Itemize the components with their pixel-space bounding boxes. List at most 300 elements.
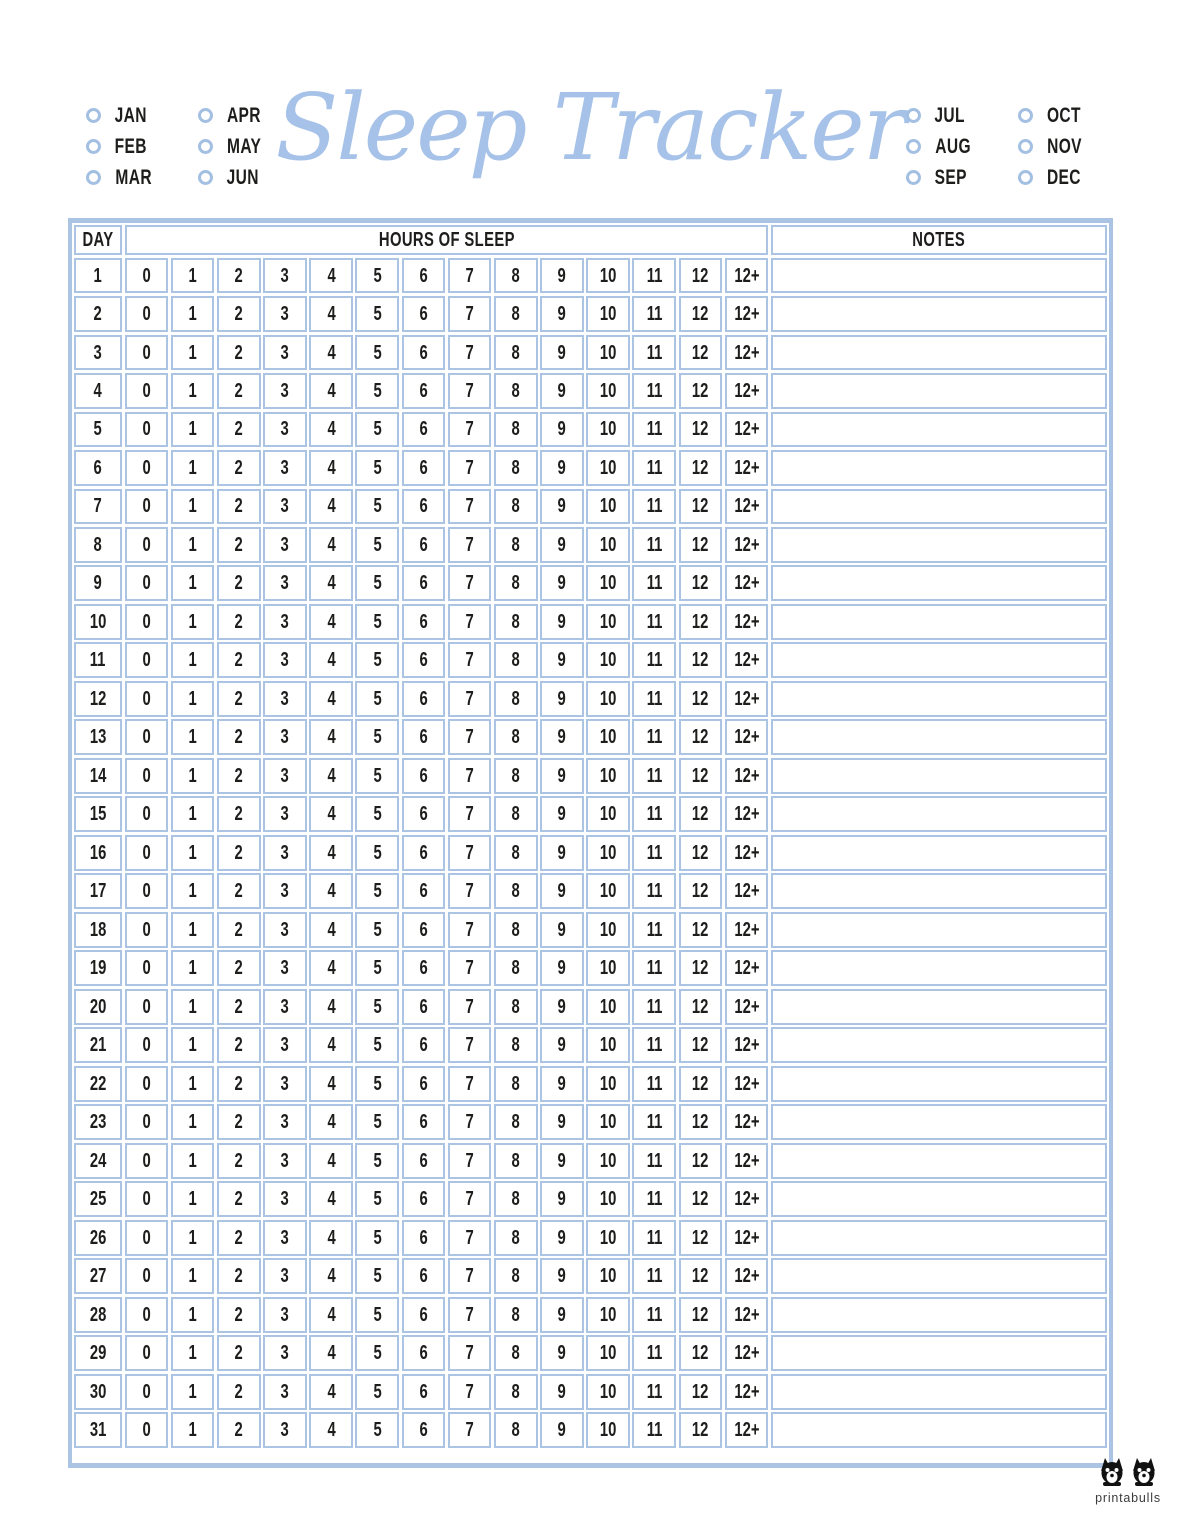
hour-option-cell[interactable]: 7 <box>448 489 492 525</box>
hour-option-cell[interactable]: 12 <box>679 912 723 948</box>
hour-option-cell[interactable]: 6 <box>402 642 446 678</box>
hour-option-cell[interactable]: 12+ <box>725 796 769 832</box>
hour-option-cell[interactable]: 12 <box>679 1335 723 1371</box>
hour-option-cell[interactable]: 10 <box>586 1374 630 1410</box>
hour-option-cell[interactable]: 3 <box>263 1143 307 1179</box>
hour-option-cell[interactable]: 10 <box>586 1066 630 1102</box>
hour-option-cell[interactable]: 8 <box>494 412 538 448</box>
hour-option-cell[interactable]: 4 <box>309 373 353 409</box>
hour-option-cell[interactable]: 7 <box>448 989 492 1025</box>
hour-option-cell[interactable]: 11 <box>632 758 676 794</box>
hour-option-cell[interactable]: 10 <box>586 1335 630 1371</box>
hour-option-cell[interactable]: 9 <box>540 681 584 717</box>
hour-option-cell[interactable]: 5 <box>355 604 399 640</box>
hour-option-cell[interactable]: 12+ <box>725 1104 769 1140</box>
hour-option-cell[interactable]: 12 <box>679 796 723 832</box>
notes-entry-cell[interactable] <box>771 1027 1107 1063</box>
hour-option-cell[interactable]: 12+ <box>725 1374 769 1410</box>
hour-option-cell[interactable]: 6 <box>402 1143 446 1179</box>
hour-option-cell[interactable]: 9 <box>540 1374 584 1410</box>
hour-option-cell[interactable]: 1 <box>171 1066 215 1102</box>
hour-option-cell[interactable]: 8 <box>494 1374 538 1410</box>
hour-option-cell[interactable]: 4 <box>309 1412 353 1448</box>
hour-option-cell[interactable]: 10 <box>586 1027 630 1063</box>
hour-option-cell[interactable]: 6 <box>402 1374 446 1410</box>
hour-option-cell[interactable]: 2 <box>217 1297 261 1333</box>
hour-option-cell[interactable]: 10 <box>586 373 630 409</box>
hour-option-cell[interactable]: 8 <box>494 950 538 986</box>
hour-option-cell[interactable]: 12 <box>679 450 723 486</box>
notes-entry-cell[interactable] <box>771 296 1107 332</box>
hour-option-cell[interactable]: 3 <box>263 296 307 332</box>
hour-option-cell[interactable]: 10 <box>586 912 630 948</box>
hour-option-cell[interactable]: 12 <box>679 258 723 294</box>
hour-option-cell[interactable]: 8 <box>494 335 538 371</box>
hour-option-cell[interactable]: 1 <box>171 258 215 294</box>
hour-option-cell[interactable]: 12 <box>679 1181 723 1217</box>
hour-option-cell[interactable]: 10 <box>586 758 630 794</box>
hour-option-cell[interactable]: 4 <box>309 1374 353 1410</box>
checkbox-circle-icon[interactable] <box>1018 139 1033 154</box>
hour-option-cell[interactable]: 6 <box>402 1027 446 1063</box>
hour-option-cell[interactable]: 11 <box>632 527 676 563</box>
hour-option-cell[interactable]: 5 <box>355 681 399 717</box>
checkbox-circle-icon[interactable] <box>198 139 213 154</box>
hour-option-cell[interactable]: 12 <box>679 1297 723 1333</box>
notes-entry-cell[interactable] <box>771 1412 1107 1448</box>
hour-option-cell[interactable]: 0 <box>125 1220 169 1256</box>
hour-option-cell[interactable]: 3 <box>263 1066 307 1102</box>
hour-option-cell[interactable]: 0 <box>125 412 169 448</box>
hour-option-cell[interactable]: 4 <box>309 604 353 640</box>
hour-option-cell[interactable]: 4 <box>309 950 353 986</box>
hour-option-cell[interactable]: 8 <box>494 796 538 832</box>
hour-option-cell[interactable]: 7 <box>448 565 492 601</box>
hour-option-cell[interactable]: 2 <box>217 335 261 371</box>
hour-option-cell[interactable]: 4 <box>309 1220 353 1256</box>
hour-option-cell[interactable]: 0 <box>125 719 169 755</box>
checkbox-circle-icon[interactable] <box>1018 108 1033 123</box>
hour-option-cell[interactable]: 0 <box>125 796 169 832</box>
hour-option-cell[interactable]: 5 <box>355 989 399 1025</box>
hour-option-cell[interactable]: 12 <box>679 719 723 755</box>
hour-option-cell[interactable]: 2 <box>217 450 261 486</box>
hour-option-cell[interactable]: 4 <box>309 642 353 678</box>
hour-option-cell[interactable]: 1 <box>171 1027 215 1063</box>
hour-option-cell[interactable]: 4 <box>309 835 353 871</box>
hour-option-cell[interactable]: 3 <box>263 1335 307 1371</box>
hour-option-cell[interactable]: 6 <box>402 681 446 717</box>
hour-option-cell[interactable]: 12 <box>679 1143 723 1179</box>
hour-option-cell[interactable]: 3 <box>263 565 307 601</box>
hour-option-cell[interactable]: 1 <box>171 450 215 486</box>
notes-entry-cell[interactable] <box>771 565 1107 601</box>
hour-option-cell[interactable]: 0 <box>125 873 169 909</box>
hour-option-cell[interactable]: 8 <box>494 1104 538 1140</box>
hour-option-cell[interactable]: 11 <box>632 1066 676 1102</box>
hour-option-cell[interactable]: 8 <box>494 527 538 563</box>
hour-option-cell[interactable]: 4 <box>309 1143 353 1179</box>
hour-option-cell[interactable]: 1 <box>171 1258 215 1294</box>
hour-option-cell[interactable]: 0 <box>125 296 169 332</box>
notes-entry-cell[interactable] <box>771 1258 1107 1294</box>
hour-option-cell[interactable]: 3 <box>263 1220 307 1256</box>
hour-option-cell[interactable]: 12+ <box>725 950 769 986</box>
hour-option-cell[interactable]: 9 <box>540 527 584 563</box>
hour-option-cell[interactable]: 10 <box>586 1104 630 1140</box>
hour-option-cell[interactable]: 5 <box>355 1374 399 1410</box>
hour-option-cell[interactable]: 2 <box>217 373 261 409</box>
hour-option-cell[interactable]: 5 <box>355 1027 399 1063</box>
hour-option-cell[interactable]: 6 <box>402 335 446 371</box>
hour-option-cell[interactable]: 6 <box>402 912 446 948</box>
hour-option-cell[interactable]: 6 <box>402 796 446 832</box>
hour-option-cell[interactable]: 0 <box>125 335 169 371</box>
hour-option-cell[interactable]: 5 <box>355 335 399 371</box>
hour-option-cell[interactable]: 9 <box>540 873 584 909</box>
hour-option-cell[interactable]: 6 <box>402 1335 446 1371</box>
hour-option-cell[interactable]: 8 <box>494 989 538 1025</box>
notes-entry-cell[interactable] <box>771 681 1107 717</box>
hour-option-cell[interactable]: 9 <box>540 450 584 486</box>
hour-option-cell[interactable]: 8 <box>494 1412 538 1448</box>
hour-option-cell[interactable]: 10 <box>586 796 630 832</box>
hour-option-cell[interactable]: 7 <box>448 873 492 909</box>
hour-option-cell[interactable]: 3 <box>263 681 307 717</box>
hour-option-cell[interactable]: 8 <box>494 873 538 909</box>
hour-option-cell[interactable]: 11 <box>632 950 676 986</box>
hour-option-cell[interactable]: 8 <box>494 296 538 332</box>
hour-option-cell[interactable]: 2 <box>217 1412 261 1448</box>
hour-option-cell[interactable]: 3 <box>263 412 307 448</box>
hour-option-cell[interactable]: 7 <box>448 258 492 294</box>
hour-option-cell[interactable]: 4 <box>309 1297 353 1333</box>
hour-option-cell[interactable]: 6 <box>402 1258 446 1294</box>
notes-entry-cell[interactable] <box>771 1104 1107 1140</box>
hour-option-cell[interactable]: 12 <box>679 373 723 409</box>
hour-option-cell[interactable]: 9 <box>540 758 584 794</box>
hour-option-cell[interactable]: 4 <box>309 1066 353 1102</box>
hour-option-cell[interactable]: 12 <box>679 604 723 640</box>
hour-option-cell[interactable]: 9 <box>540 989 584 1025</box>
hour-option-cell[interactable]: 10 <box>586 335 630 371</box>
hour-option-cell[interactable]: 11 <box>632 1220 676 1256</box>
hour-option-cell[interactable]: 11 <box>632 681 676 717</box>
hour-option-cell[interactable]: 5 <box>355 1258 399 1294</box>
hour-option-cell[interactable]: 11 <box>632 335 676 371</box>
hour-option-cell[interactable]: 7 <box>448 373 492 409</box>
hour-option-cell[interactable]: 10 <box>586 1412 630 1448</box>
hour-option-cell[interactable]: 11 <box>632 912 676 948</box>
hour-option-cell[interactable]: 10 <box>586 1220 630 1256</box>
hour-option-cell[interactable]: 0 <box>125 258 169 294</box>
hour-option-cell[interactable]: 12 <box>679 296 723 332</box>
hour-option-cell[interactable]: 0 <box>125 489 169 525</box>
hour-option-cell[interactable]: 2 <box>217 1104 261 1140</box>
hour-option-cell[interactable]: 2 <box>217 719 261 755</box>
hour-option-cell[interactable]: 7 <box>448 1181 492 1217</box>
hour-option-cell[interactable]: 7 <box>448 1143 492 1179</box>
notes-entry-cell[interactable] <box>771 719 1107 755</box>
hour-option-cell[interactable]: 2 <box>217 1181 261 1217</box>
hour-option-cell[interactable]: 2 <box>217 1027 261 1063</box>
hour-option-cell[interactable]: 11 <box>632 604 676 640</box>
notes-entry-cell[interactable] <box>771 1143 1107 1179</box>
checkbox-circle-icon[interactable] <box>198 108 213 123</box>
hour-option-cell[interactable]: 5 <box>355 527 399 563</box>
hour-option-cell[interactable]: 4 <box>309 1027 353 1063</box>
hour-option-cell[interactable]: 7 <box>448 950 492 986</box>
notes-entry-cell[interactable] <box>771 604 1107 640</box>
hour-option-cell[interactable]: 1 <box>171 1297 215 1333</box>
hour-option-cell[interactable]: 2 <box>217 835 261 871</box>
hour-option-cell[interactable]: 1 <box>171 604 215 640</box>
hour-option-cell[interactable]: 12 <box>679 1066 723 1102</box>
hour-option-cell[interactable]: 12+ <box>725 1143 769 1179</box>
hour-option-cell[interactable]: 10 <box>586 642 630 678</box>
hour-option-cell[interactable]: 12+ <box>725 258 769 294</box>
hour-option-cell[interactable]: 4 <box>309 1258 353 1294</box>
hour-option-cell[interactable]: 12+ <box>725 719 769 755</box>
hour-option-cell[interactable]: 0 <box>125 642 169 678</box>
hour-option-cell[interactable]: 11 <box>632 258 676 294</box>
hour-option-cell[interactable]: 3 <box>263 527 307 563</box>
hour-option-cell[interactable]: 5 <box>355 1412 399 1448</box>
hour-option-cell[interactable]: 1 <box>171 642 215 678</box>
hour-option-cell[interactable]: 5 <box>355 873 399 909</box>
hour-option-cell[interactable]: 10 <box>586 1143 630 1179</box>
hour-option-cell[interactable]: 3 <box>263 835 307 871</box>
hour-option-cell[interactable]: 2 <box>217 565 261 601</box>
hour-option-cell[interactable]: 9 <box>540 412 584 448</box>
hour-option-cell[interactable]: 7 <box>448 335 492 371</box>
hour-option-cell[interactable]: 8 <box>494 1066 538 1102</box>
hour-option-cell[interactable]: 11 <box>632 1374 676 1410</box>
hour-option-cell[interactable]: 7 <box>448 1027 492 1063</box>
hour-option-cell[interactable]: 12+ <box>725 912 769 948</box>
hour-option-cell[interactable]: 5 <box>355 412 399 448</box>
hour-option-cell[interactable]: 5 <box>355 642 399 678</box>
hour-option-cell[interactable]: 0 <box>125 1104 169 1140</box>
hour-option-cell[interactable]: 11 <box>632 296 676 332</box>
hour-option-cell[interactable]: 12+ <box>725 835 769 871</box>
hour-option-cell[interactable]: 3 <box>263 912 307 948</box>
hour-option-cell[interactable]: 4 <box>309 335 353 371</box>
notes-entry-cell[interactable] <box>771 335 1107 371</box>
checkbox-circle-icon[interactable] <box>906 108 921 123</box>
hour-option-cell[interactable]: 4 <box>309 719 353 755</box>
hour-option-cell[interactable]: 1 <box>171 1374 215 1410</box>
notes-entry-cell[interactable] <box>771 527 1107 563</box>
checkbox-circle-icon[interactable] <box>86 108 101 123</box>
hour-option-cell[interactable]: 6 <box>402 989 446 1025</box>
hour-option-cell[interactable]: 9 <box>540 489 584 525</box>
hour-option-cell[interactable]: 1 <box>171 1412 215 1448</box>
hour-option-cell[interactable]: 11 <box>632 1143 676 1179</box>
hour-option-cell[interactable]: 4 <box>309 565 353 601</box>
hour-option-cell[interactable]: 8 <box>494 1335 538 1371</box>
hour-option-cell[interactable]: 5 <box>355 758 399 794</box>
hour-option-cell[interactable]: 7 <box>448 681 492 717</box>
hour-option-cell[interactable]: 8 <box>494 450 538 486</box>
hour-option-cell[interactable]: 3 <box>263 450 307 486</box>
checkbox-circle-icon[interactable] <box>906 139 921 154</box>
hour-option-cell[interactable]: 4 <box>309 758 353 794</box>
hour-option-cell[interactable]: 12+ <box>725 1220 769 1256</box>
hour-option-cell[interactable]: 10 <box>586 989 630 1025</box>
hour-option-cell[interactable]: 10 <box>586 412 630 448</box>
hour-option-cell[interactable]: 7 <box>448 1374 492 1410</box>
hour-option-cell[interactable]: 6 <box>402 565 446 601</box>
hour-option-cell[interactable]: 5 <box>355 1220 399 1256</box>
month-option-jul[interactable] <box>906 104 1018 128</box>
hour-option-cell[interactable]: 3 <box>263 1412 307 1448</box>
hour-option-cell[interactable]: 1 <box>171 335 215 371</box>
hour-option-cell[interactable]: 12+ <box>725 450 769 486</box>
month-option-oct[interactable] <box>1018 104 1130 128</box>
hour-option-cell[interactable]: 4 <box>309 796 353 832</box>
hour-option-cell[interactable]: 6 <box>402 1412 446 1448</box>
hour-option-cell[interactable]: 12+ <box>725 1258 769 1294</box>
hour-option-cell[interactable]: 3 <box>263 373 307 409</box>
hour-option-cell[interactable]: 7 <box>448 1335 492 1371</box>
hour-option-cell[interactable]: 5 <box>355 258 399 294</box>
hour-option-cell[interactable]: 12 <box>679 835 723 871</box>
hour-option-cell[interactable]: 0 <box>125 835 169 871</box>
hour-option-cell[interactable]: 0 <box>125 758 169 794</box>
hour-option-cell[interactable]: 11 <box>632 450 676 486</box>
hour-option-cell[interactable]: 9 <box>540 565 584 601</box>
hour-option-cell[interactable]: 3 <box>263 489 307 525</box>
hour-option-cell[interactable]: 8 <box>494 642 538 678</box>
hour-option-cell[interactable]: 12+ <box>725 1412 769 1448</box>
hour-option-cell[interactable]: 9 <box>540 1066 584 1102</box>
hour-option-cell[interactable]: 1 <box>171 989 215 1025</box>
hour-option-cell[interactable]: 3 <box>263 1104 307 1140</box>
hour-option-cell[interactable]: 2 <box>217 912 261 948</box>
hour-option-cell[interactable]: 12 <box>679 873 723 909</box>
hour-option-cell[interactable]: 11 <box>632 1104 676 1140</box>
hour-option-cell[interactable]: 4 <box>309 412 353 448</box>
hour-option-cell[interactable]: 0 <box>125 373 169 409</box>
hour-option-cell[interactable]: 0 <box>125 1066 169 1102</box>
hour-option-cell[interactable]: 7 <box>448 1104 492 1140</box>
hour-option-cell[interactable]: 7 <box>448 758 492 794</box>
hour-option-cell[interactable]: 0 <box>125 1412 169 1448</box>
hour-option-cell[interactable]: 7 <box>448 296 492 332</box>
hour-option-cell[interactable]: 11 <box>632 835 676 871</box>
notes-entry-cell[interactable] <box>771 1335 1107 1371</box>
hour-option-cell[interactable]: 9 <box>540 258 584 294</box>
hour-option-cell[interactable]: 7 <box>448 1297 492 1333</box>
hour-option-cell[interactable]: 10 <box>586 835 630 871</box>
hour-option-cell[interactable]: 1 <box>171 527 215 563</box>
hour-option-cell[interactable]: 10 <box>586 527 630 563</box>
hour-option-cell[interactable]: 2 <box>217 527 261 563</box>
hour-option-cell[interactable]: 4 <box>309 1181 353 1217</box>
hour-option-cell[interactable]: 12+ <box>725 1297 769 1333</box>
hour-option-cell[interactable]: 11 <box>632 873 676 909</box>
hour-option-cell[interactable]: 1 <box>171 873 215 909</box>
hour-option-cell[interactable]: 10 <box>586 1258 630 1294</box>
hour-option-cell[interactable]: 8 <box>494 1181 538 1217</box>
hour-option-cell[interactable]: 12 <box>679 1027 723 1063</box>
hour-option-cell[interactable]: 3 <box>263 989 307 1025</box>
hour-option-cell[interactable]: 3 <box>263 1181 307 1217</box>
hour-option-cell[interactable]: 3 <box>263 642 307 678</box>
hour-option-cell[interactable]: 11 <box>632 719 676 755</box>
hour-option-cell[interactable]: 0 <box>125 527 169 563</box>
hour-option-cell[interactable]: 0 <box>125 604 169 640</box>
hour-option-cell[interactable]: 12+ <box>725 989 769 1025</box>
hour-option-cell[interactable]: 9 <box>540 1335 584 1371</box>
hour-option-cell[interactable]: 6 <box>402 719 446 755</box>
notes-entry-cell[interactable] <box>771 1297 1107 1333</box>
hour-option-cell[interactable]: 0 <box>125 950 169 986</box>
notes-entry-cell[interactable] <box>771 258 1107 294</box>
month-option-jan[interactable] <box>86 104 198 128</box>
hour-option-cell[interactable]: 9 <box>540 835 584 871</box>
month-option-mar[interactable] <box>86 166 198 190</box>
hour-option-cell[interactable]: 8 <box>494 1143 538 1179</box>
hour-option-cell[interactable]: 7 <box>448 1258 492 1294</box>
hour-option-cell[interactable]: 9 <box>540 1258 584 1294</box>
hour-option-cell[interactable]: 6 <box>402 527 446 563</box>
hour-option-cell[interactable]: 10 <box>586 489 630 525</box>
hour-option-cell[interactable]: 12+ <box>725 373 769 409</box>
hour-option-cell[interactable]: 12+ <box>725 1027 769 1063</box>
hour-option-cell[interactable]: 8 <box>494 1220 538 1256</box>
hour-option-cell[interactable]: 0 <box>125 1027 169 1063</box>
hour-option-cell[interactable]: 2 <box>217 989 261 1025</box>
notes-entry-cell[interactable] <box>771 950 1107 986</box>
hour-option-cell[interactable]: 8 <box>494 565 538 601</box>
hour-option-cell[interactable]: 3 <box>263 1258 307 1294</box>
hour-option-cell[interactable]: 3 <box>263 719 307 755</box>
hour-option-cell[interactable]: 2 <box>217 642 261 678</box>
hour-option-cell[interactable]: 12 <box>679 989 723 1025</box>
hour-option-cell[interactable]: 9 <box>540 1143 584 1179</box>
hour-option-cell[interactable]: 8 <box>494 489 538 525</box>
hour-option-cell[interactable]: 10 <box>586 296 630 332</box>
hour-option-cell[interactable]: 7 <box>448 796 492 832</box>
hour-option-cell[interactable]: 12+ <box>725 604 769 640</box>
hour-option-cell[interactable]: 9 <box>540 796 584 832</box>
hour-option-cell[interactable]: 3 <box>263 1027 307 1063</box>
hour-option-cell[interactable]: 6 <box>402 412 446 448</box>
hour-option-cell[interactable]: 5 <box>355 1104 399 1140</box>
hour-option-cell[interactable]: 2 <box>217 1374 261 1410</box>
hour-option-cell[interactable]: 8 <box>494 1297 538 1333</box>
hour-option-cell[interactable]: 4 <box>309 527 353 563</box>
hour-option-cell[interactable]: 5 <box>355 373 399 409</box>
hour-option-cell[interactable]: 8 <box>494 835 538 871</box>
hour-option-cell[interactable]: 10 <box>586 450 630 486</box>
hour-option-cell[interactable]: 12+ <box>725 1335 769 1371</box>
hour-option-cell[interactable]: 12 <box>679 1412 723 1448</box>
hour-option-cell[interactable]: 5 <box>355 796 399 832</box>
notes-entry-cell[interactable] <box>771 373 1107 409</box>
hour-option-cell[interactable]: 2 <box>217 681 261 717</box>
hour-option-cell[interactable]: 12+ <box>725 642 769 678</box>
hour-option-cell[interactable]: 2 <box>217 258 261 294</box>
notes-entry-cell[interactable] <box>771 1220 1107 1256</box>
hour-option-cell[interactable]: 9 <box>540 1104 584 1140</box>
notes-entry-cell[interactable] <box>771 1181 1107 1217</box>
hour-option-cell[interactable]: 6 <box>402 489 446 525</box>
hour-option-cell[interactable]: 2 <box>217 873 261 909</box>
month-option-sep[interactable] <box>906 166 1018 190</box>
